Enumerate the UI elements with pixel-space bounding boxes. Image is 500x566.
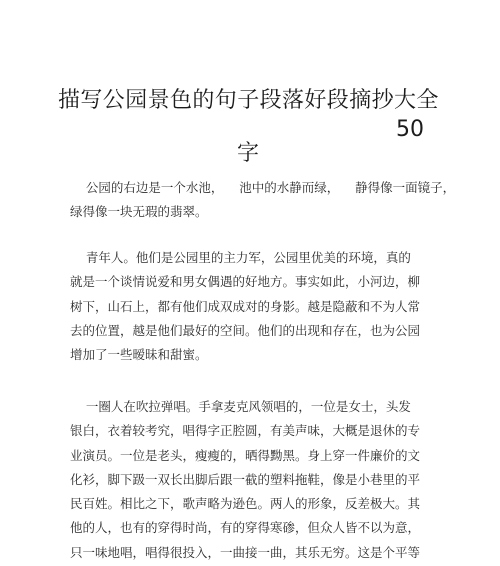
paragraph-line: 去的位置，越是他们最好的空间。他们的出现和存在，也为公园 xyxy=(70,322,421,338)
paragraph-line: 公园的右边是一个水池， 池中的水静而绿， 静得像一面镜子， xyxy=(70,180,456,195)
paragraph-line: 一圈人在吹拉弹唱。手拿麦克风领唱的，一位是女士，头发 xyxy=(70,399,411,414)
paragraph-line: 树下，山石上，都有他们成双成对的身影。越是隐蔽和不为人常 xyxy=(70,298,421,314)
document-title-line-2: 字 xyxy=(237,141,260,166)
document-title-line-1: 描写公园景色的句子段落好段摘抄大全 xyxy=(58,88,439,113)
paragraph-line: 银白，衣着较考究，唱得字正腔圆，有美声味，大概是退休的专 xyxy=(70,423,421,439)
paragraph-line: 业演员。一位是老头，瘦瘦的，晒得黝黑。身上穿一件廉价的文 xyxy=(70,447,421,463)
paragraph-line: 青年人。他们是公园里的主力军，公园里优美的环境，真的 xyxy=(70,250,411,265)
paragraph-line: 就是一个谈情说爱和男女偶遇的好地方。事实如此，小河边，柳 xyxy=(70,274,421,290)
document-title-number: 50 xyxy=(396,117,424,142)
paragraph-pool-description xyxy=(70,176,456,225)
paragraph-line: 只一味地唱，唱得很投入，一曲接一曲，其乐无穷。这是个平等 xyxy=(70,544,421,560)
paragraph-singing-group xyxy=(70,395,442,565)
paragraph-line: 绿得像一块无瑕的翡翠。 xyxy=(70,204,208,220)
paragraph-line: 化衫，脚下趿一双长出脚后跟一截的塑料拖鞋，像是小巷里的平 xyxy=(70,471,421,487)
paragraph-line: 民百姓。相比之下，歌声略为逊色。两人的形象，反差极大。其 xyxy=(70,496,421,512)
paragraph-line: 他的人，也有的穿得时尚，有的穿得寒碜，但众人皆不以为意， xyxy=(70,520,421,536)
paragraph-line: 增加了一些暧昧和甜蜜。 xyxy=(70,347,208,363)
paragraph-young-people xyxy=(70,246,442,367)
